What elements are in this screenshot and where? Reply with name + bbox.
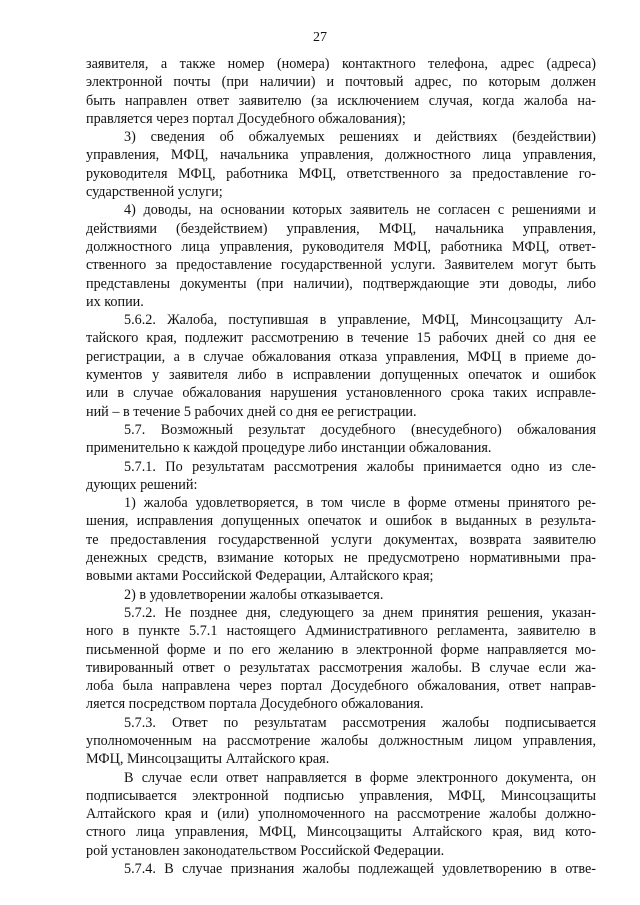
text-line: 2) в удовлетворении жалобы отказывается. [124, 586, 384, 603]
text-line: регистрации, а в случае обжалования отказа управления, МФЦ в приеме до- [86, 348, 596, 365]
text-line: ного в пункте 5.7.1 настоящего Административного регламента, заявителю в [86, 623, 596, 640]
text-line: представлены документы (при наличии), подтверждающие эти доводы, либо [86, 275, 596, 292]
text-line: ний – в течение 5 рабочих дней со дня ее регистрации. [86, 403, 417, 420]
text-line: кументов у заявителя либо в исправлении допущенных опечаток и ошибок [86, 367, 596, 384]
text-line: тивированный ответ о результатах рассмотрения жалобы. В случае если жа- [86, 659, 596, 676]
text-line: 5.6.2. Жалоба, поступившая в управление, МФЦ, Минсоцзащиту Ал- [124, 312, 596, 329]
text-line: 1) жалоба удовлетворяется, в том числе в форме отмены принятого ре- [124, 495, 596, 512]
text-line: или в случае обжалования нарушения установленного срока таких исправле- [86, 385, 596, 402]
paragraph-p10 [86, 714, 596, 769]
text-line: 4) доводы, на основании которых заявитель не согласен с решениями и [124, 202, 596, 219]
text-line: 5.7.2. Не позднее дня, следующего за днем принятия решения, указан- [124, 604, 596, 621]
page-number: 27 [313, 30, 327, 45]
text-line: подписывается электронной подписью управления, МФЦ, Минсоцзащиты [86, 787, 596, 804]
paragraph-p12 [86, 860, 596, 878]
paragraph-p6 [86, 458, 596, 495]
text-line: действиями (бездействием) управления, МФЦ, начальника управления, [86, 220, 596, 237]
paragraph-p2 [86, 128, 596, 201]
paragraph-p3 [86, 201, 596, 311]
paragraph-p7 [86, 494, 596, 585]
text-line: тайского края, подлежит рассмотрению в течение 15 рабочих дней со дня ее [86, 330, 596, 347]
text-line: электронной почты (при наличии) и почтовый адрес, по которым должен [86, 74, 596, 91]
text-line: должностного лица управления, руководителя МФЦ, работника МФЦ, ответ- [86, 238, 596, 255]
document-body [86, 55, 596, 878]
text-line: ственного за предоставление государственной услуги. Заявителем могут быть [86, 257, 596, 274]
text-line: шения, исправления допущенных опечаток и ошибок в выданных в результа- [86, 513, 596, 530]
paragraph-p5 [86, 421, 596, 458]
text-line: вовыми актами Российской Федерации, Алтайского края; [86, 568, 434, 585]
text-line: руководителя МФЦ, работника МФЦ, ответственного за предоставление го- [86, 165, 596, 182]
text-line: 5.7.4. В случае признания жалобы подлежащей удовлетворению в отве- [124, 861, 596, 878]
text-line: стного лица управления, МФЦ, Минсоцзащиты Алтайского края, вид кото- [86, 824, 596, 841]
paragraph-p8 [86, 586, 596, 604]
text-line: лоба была направлена через портал Досудебного обжалования, ответ направ- [86, 678, 596, 695]
text-line: В случае если ответ направляется в форме электронного документа, он [124, 769, 596, 786]
text-line: применительно к каждой процедуре либо инстанции обжалования. [86, 440, 492, 457]
text-line: уполномоченным на рассмотрение жалобы должностным лицом управления, [86, 732, 596, 749]
text-line: рой установлен законодательством Российской Федерации. [86, 842, 445, 859]
text-line: Алтайского края и (или) уполномоченного на рассмотрение жалобы должно- [86, 806, 596, 823]
text-line: дующих решений: [86, 476, 198, 493]
text-line: 5.7.3. Ответ по результатам рассмотрения жалобы подписывается [124, 714, 596, 731]
text-line: правляется через портал Досудебного обжалования); [86, 110, 406, 127]
paragraph-p11 [86, 769, 596, 860]
text-line: МФЦ, Минсоцзащиты Алтайского края. [86, 751, 330, 768]
text-line: их копии. [86, 293, 144, 310]
text-line: заявителя, а также номер (номера) контактного телефона, адрес (адреса) [86, 56, 596, 72]
text-line: быть направлен ответ заявителю (за исключением случая, когда жалоба на- [86, 92, 596, 109]
text-line: ляется посредством портала Досудебного обжалования. [86, 696, 424, 713]
text-line: те предоставления государственной услуги документах, возврата заявителю [86, 531, 596, 548]
text-line: 3) сведения об обжалуемых решениях и действиях (бездействии) [124, 129, 596, 146]
paragraph-p4 [86, 311, 596, 421]
text-line: письменной форме и по его желанию в электронной форме направляется мо- [86, 641, 596, 658]
text-line: сударственной услуги; [86, 184, 223, 201]
text-line: 5.7.1. По результатам рассмотрения жалобы принимается одно из сле- [124, 458, 596, 475]
text-line: денежных средств, взимание которых не предусмотрено нормативными пра- [86, 550, 596, 567]
text-line: управления, МФЦ, начальника управления, должностного лица управления, [86, 147, 596, 164]
paragraph-p9 [86, 604, 596, 714]
paragraph-p1 [86, 55, 596, 128]
text-line: 5.7. Возможный результат досудебного (внесудебного) обжалования [124, 421, 596, 438]
